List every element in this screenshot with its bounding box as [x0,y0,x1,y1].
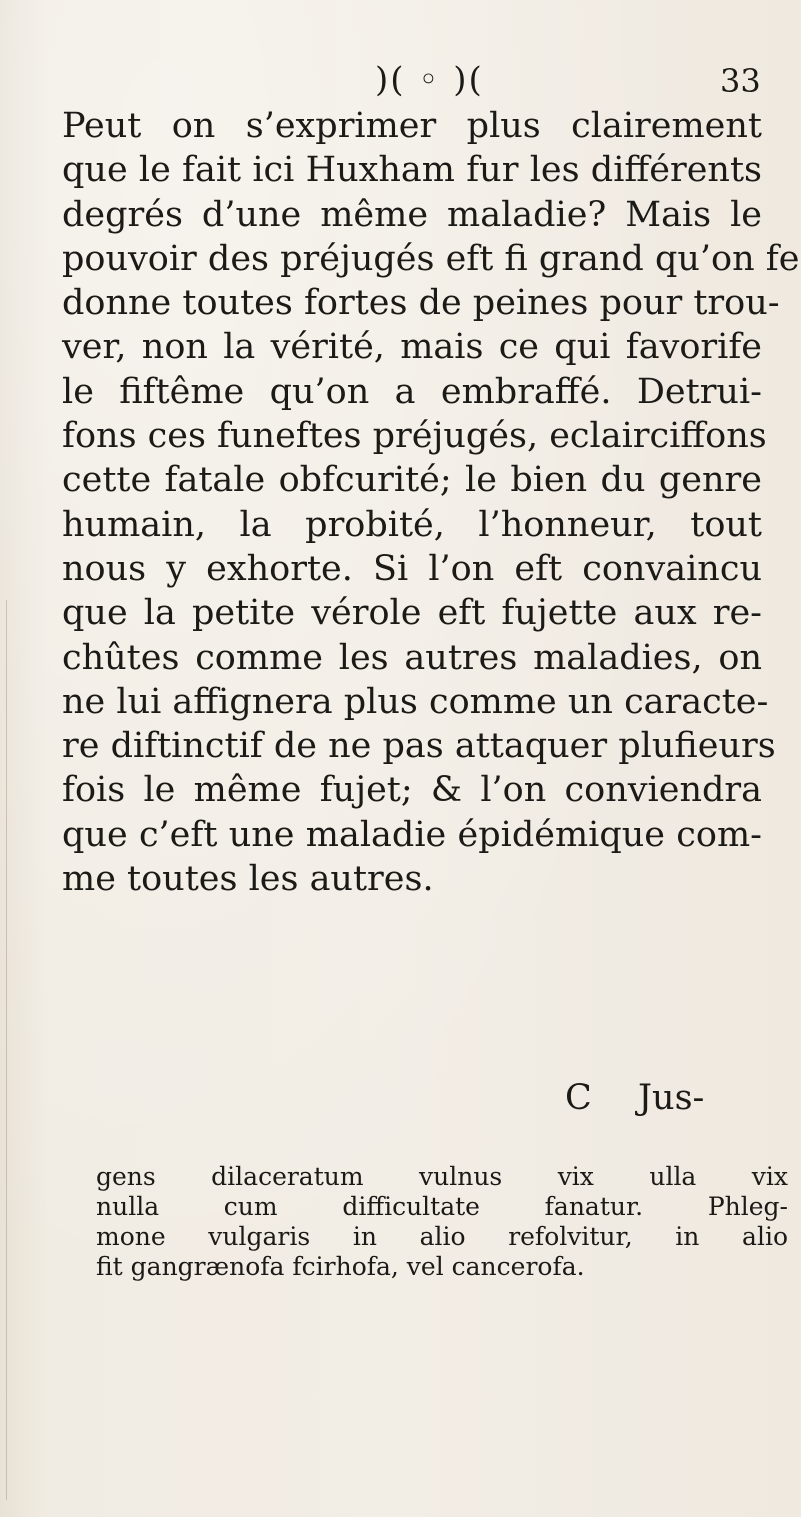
main-paragraph [62,104,800,901]
footnote-line: fit gangrænofa fcirhofa, vel cancerofa. [96,1252,585,1281]
footnote-line: nulla cum difficultate fanatur. Phleg- [96,1192,788,1221]
text-line: Peut on s’exprimer plus clairement [62,106,762,146]
text-line: que la petite vérole eft fujette aux re- [62,593,762,634]
text-line: que c’eft une maladie épidémique com- [62,814,762,855]
signature-mark: C [565,1078,592,1118]
text-line: chûtes comme les autres maladies, on [62,637,762,678]
text-line: fois le même fujet; & l’on conviendra [62,770,762,811]
footnote [96,1162,788,1282]
page-edge-shadow [6,600,7,1500]
catchword: Jus- [638,1078,705,1118]
text-line: ver, non la vérité, mais ce qui favorife [62,327,762,368]
text-line: nous y exhorte. Si l’on eft convaincu [62,548,762,589]
text-line: ne lui affignera plus comme un caracte- [62,681,769,722]
text-line: re diftinctif de ne pas attaquer plufieurs [62,726,776,767]
text-line: pouvoir des préjugés eft fi grand qu’on fe [62,238,800,279]
text-line: me toutes les autres. [62,859,434,900]
signature-row [0,1078,801,1124]
footnote-line: mone vulgaris in alio refolvitur, in alio [96,1222,788,1251]
text-line: donne toutes fortes de peines pour trou- [62,283,780,324]
running-header [0,60,801,100]
header-ornament: )( ◦ )( [375,60,484,100]
text-line: humain, la probité, l’honneur, tout [62,504,762,545]
footnote-line: gens dilaceratum vulnus vix ulla vix [96,1162,788,1191]
text-line: fons ces funeftes préjugés, eclairciffons [62,416,767,457]
page-number: 33 [720,62,761,100]
text-line: cette fatale obfcurité; le bien du genre [62,460,762,501]
text-line: le fiftême qu’on a embraffé. Detrui- [62,371,762,412]
text-line: degrés d’une même maladie? Mais le [62,194,762,235]
text-line: que le fait ici Huxham fur les différents [62,150,762,191]
